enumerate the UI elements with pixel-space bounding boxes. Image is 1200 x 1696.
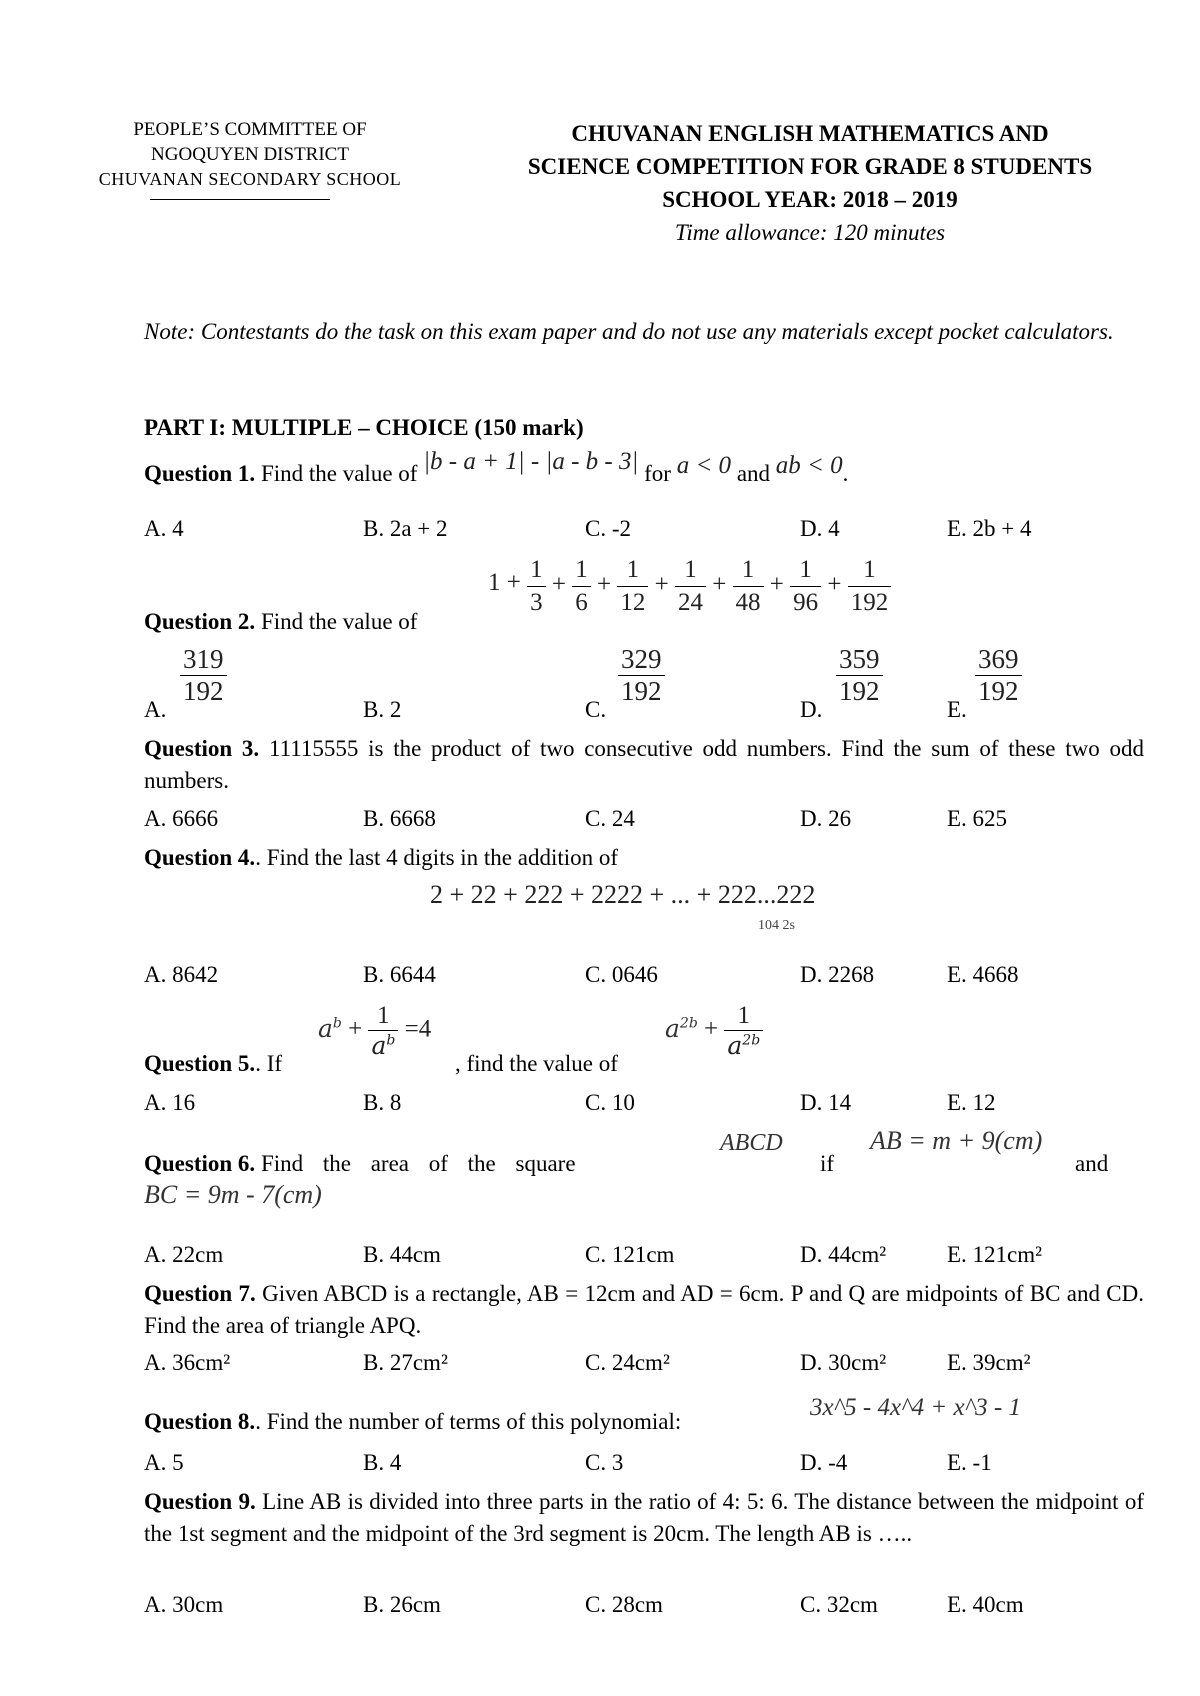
question-label: Question 1. — [144, 461, 256, 486]
question-8 — [144, 1406, 681, 1438]
option-a[interactable]: A. 8642 — [144, 962, 219, 987]
option-e[interactable]: E. 40cm — [947, 1592, 1024, 1617]
option-d[interactable]: D. — [800, 697, 823, 722]
option-c[interactable]: C. -2 — [585, 516, 631, 541]
question-5 — [144, 1048, 282, 1080]
header-underline — [150, 199, 330, 200]
option-e[interactable]: E. 39cm² — [947, 1350, 1031, 1375]
option-e[interactable]: E. 2b + 4 — [947, 516, 1032, 541]
option-c[interactable]: C. 0646 — [585, 962, 658, 987]
option-e[interactable]: E. 121cm² — [947, 1242, 1043, 1267]
fraction-319-192: $\frac{319}{192}$ — [180, 644, 227, 707]
option-d[interactable]: D. 30cm² — [800, 1350, 887, 1375]
option-b[interactable]: B. 2a + 2 — [363, 516, 448, 541]
fraction-369-192: $\frac{369}{192}$ — [975, 644, 1022, 707]
math-condition: a < 0 — [676, 452, 732, 479]
question-text: . Find the last 4 digits in the addition of — [255, 845, 619, 870]
question-1: Question 1. Find the value of |b - a + 1| - |a - b - 3| for a < 0 and ab < 0. — [144, 448, 849, 486]
math-given-equation: $a^b$ + $\frac{1}{a^b}$ =4 — [318, 1002, 432, 1060]
question-2 — [144, 606, 417, 638]
option-d[interactable]: D. 44cm² — [800, 1242, 887, 1267]
question-label: Question 2. — [144, 609, 256, 634]
question-7 — [144, 1278, 1144, 1342]
question-text: Given ABCD is a rectangle, AB = 12cm and AD = 6cm. P and Q are midpoints of BC and CD. Find the area of triangle APQ. — [144, 1281, 1144, 1338]
math-series: 2 + 22 + 222 + 2222 + ... + 222...222 — [430, 880, 816, 909]
part-title: PART I: MULTIPLE – CHOICE (150 mark) — [144, 415, 584, 440]
question-text: and — [1075, 1151, 1109, 1176]
option-e[interactable]: E. -1 — [947, 1450, 992, 1475]
question-6 — [144, 1148, 576, 1180]
option-e[interactable]: E. — [947, 697, 967, 722]
option-b[interactable]: B. 44cm — [363, 1242, 441, 1267]
option-a[interactable]: A. 30cm — [144, 1592, 224, 1617]
math-polynomial: 3x^5 - 4x^4 + x^3 - 1 — [810, 1394, 1021, 1421]
option-a[interactable]: A. 4 — [144, 516, 184, 541]
question-label: Question 5. — [144, 1051, 256, 1076]
option-b[interactable]: B. 26cm — [363, 1592, 441, 1617]
option-b[interactable]: B. 4 — [363, 1450, 402, 1475]
question-5-continuation: , find the value of — [455, 1051, 618, 1076]
option-e[interactable]: E. 12 — [947, 1090, 996, 1115]
question-label: Question 9. — [144, 1489, 256, 1514]
question-text: Find the area of the square — [260, 1151, 576, 1176]
question-4 — [144, 842, 618, 874]
question-label: Question 4. — [144, 845, 256, 870]
math-ab-length: AB = m + 9(cm) — [870, 1126, 1043, 1155]
option-c[interactable]: C. 28cm — [585, 1592, 663, 1617]
exam-note: Note: Contestants do the task on this exam paper and do not use any materials except pocket calculators. — [144, 319, 1114, 344]
option-b[interactable]: B. 8 — [363, 1090, 402, 1115]
math-shape-name: ABCD — [720, 1130, 783, 1156]
option-c[interactable]: C. 3 — [585, 1450, 624, 1475]
fraction-329-192: $\frac{329}{192}$ — [618, 644, 665, 707]
option-c[interactable]: C. 24 — [585, 806, 635, 831]
question-text: if — [820, 1151, 835, 1176]
issuer-block — [55, 117, 445, 192]
option-b[interactable]: B. 27cm² — [363, 1350, 448, 1375]
option-a[interactable]: A. 36cm² — [144, 1350, 231, 1375]
exam-title-line-2: SCIENCE COMPETITION FOR GRADE 8 STUDENTS — [527, 154, 1093, 179]
option-c[interactable]: C. 24cm² — [585, 1350, 670, 1375]
question-3 — [144, 733, 1144, 797]
option-d[interactable]: D. 26 — [800, 806, 852, 831]
question-text: 11115555 is the product of two consecutive odd numbers. Find the sum of these two odd numbers. — [144, 736, 1145, 793]
question-label: Question 7. — [144, 1281, 256, 1306]
option-c[interactable]: C. 10 — [585, 1090, 635, 1115]
question-label: Question 6. — [144, 1151, 256, 1176]
question-label: Question 8. — [144, 1409, 256, 1434]
question-label: Question 3. — [144, 736, 260, 761]
math-condition: ab < 0 — [775, 452, 843, 479]
option-d[interactable]: D. 14 — [800, 1090, 852, 1115]
option-d[interactable]: D. 4 — [800, 516, 840, 541]
question-text: Find the value of — [260, 461, 418, 486]
option-e[interactable]: E. 625 — [947, 806, 1008, 831]
school-year: SCHOOL YEAR: 2018 – 2019 — [662, 187, 958, 212]
math-underbrace-label: 104 2s — [758, 918, 795, 933]
math-expression: |b - a + 1| - |a - b - 3| — [423, 448, 639, 475]
exam-title-block — [455, 117, 1165, 249]
question-text: for — [644, 461, 671, 486]
option-e[interactable]: E. 4668 — [947, 962, 1019, 987]
issuer-line-2: NGOQUYEN DISTRICT — [151, 144, 349, 165]
option-a[interactable]: A. — [144, 697, 167, 722]
option-b[interactable]: B. 6668 — [363, 806, 436, 831]
option-a[interactable]: A. 16 — [144, 1090, 196, 1115]
fraction-359-192: $\frac{359}{192}$ — [836, 644, 883, 707]
option-a[interactable]: A. 6666 — [144, 806, 219, 831]
time-allowance: Time allowance: 120 minutes — [674, 220, 946, 245]
question-text: Find the value of — [260, 609, 418, 634]
option-a[interactable]: A. 5 — [144, 1450, 184, 1475]
option-b[interactable]: B. 2 — [363, 697, 402, 722]
option-c-duplicate[interactable]: C. 32cm — [800, 1592, 878, 1617]
math-bc-length: BC = 9m - 7(cm) — [144, 1180, 322, 1209]
option-c[interactable]: C. 121cm — [585, 1242, 675, 1267]
exam-title-line-1: CHUVANAN ENGLISH MATHEMATICS AND — [571, 121, 1049, 146]
question-9 — [144, 1486, 1144, 1550]
option-d[interactable]: D. -4 — [800, 1450, 848, 1475]
question-text: Line AB is divided into three parts in the ratio of 4: 5: 6. The distance between the midpoint of the 1st segment and the midpoint of the 3rd segment is 20cm. The length AB is ….. — [144, 1489, 1144, 1546]
math-target-expression: $a^{2b}$ + $\frac{1}{a^{2b}}$ — [665, 1002, 763, 1060]
school-name: CHUVANAN SECONDARY SCHOOL — [98, 169, 402, 189]
question-text: . Find the number of terms of this polynomial: — [255, 1409, 682, 1434]
option-c[interactable]: C. — [585, 697, 607, 722]
question-text: . If — [255, 1051, 283, 1076]
option-d[interactable]: D. 2268 — [800, 962, 875, 987]
issuer-line-1: PEOPLE’S COMMITTEE OF — [133, 119, 367, 140]
option-a[interactable]: A. 22cm — [144, 1242, 224, 1267]
question-text: and — [736, 461, 771, 486]
option-b[interactable]: B. 6644 — [363, 962, 436, 987]
math-sum-fractions: 1 + $\frac{1}{3}$ + $\frac{1}{6}$ + $\frac{1}{12}$ + $\frac{1}{24}$ + $\frac{1}{48}$ + $\frac{1}{96}$ + $\frac{1}{192}$ — [488, 554, 891, 619]
